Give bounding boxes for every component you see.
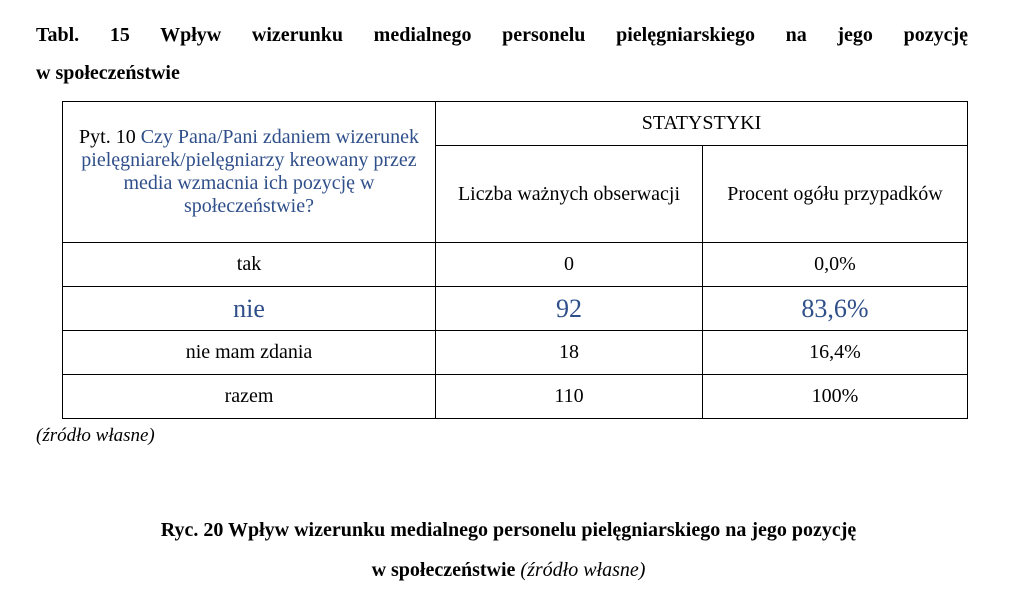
source-note: (źródło własne) <box>36 425 155 446</box>
row-percent: 0,0% <box>703 243 968 287</box>
question-cell <box>63 102 436 243</box>
row-count: 0 <box>436 243 703 287</box>
table-caption-line2: w społeczeństwie <box>36 62 180 84</box>
figure-caption-line1: Ryc. 20 Wpływ wizerunku medialnego personelu pielęgniarskiego na jego pozycję <box>160 519 857 541</box>
table-row <box>63 331 968 375</box>
question-text: Czy Pana/Pani zdaniem wizerunek pielęgniarek/pielęgniarzy kreowany przez media wzmacnia ich pozycję w społeczeństwie? <box>81 126 419 217</box>
row-count: 18 <box>436 331 703 375</box>
stats-header: STATYSTYKI <box>436 102 968 146</box>
col-percent-header: Procent ogółu przypadków <box>703 146 968 243</box>
row-percent: 16,4% <box>703 331 968 375</box>
table-row <box>63 243 968 287</box>
table-header-row <box>63 102 968 146</box>
row-count: 110 <box>436 375 703 419</box>
figure-caption-line2: w społeczeństwie <box>371 559 516 581</box>
col-observations-header: Liczba ważnych obserwacji <box>436 146 703 243</box>
row-label: nie mam zdania <box>63 331 436 375</box>
row-label: tak <box>63 243 436 287</box>
table-row-highlighted <box>63 287 968 331</box>
row-label: nie <box>63 287 436 331</box>
row-count: 92 <box>436 287 703 331</box>
statistics-table <box>62 101 968 419</box>
figure-caption <box>0 510 1017 590</box>
row-percent: 100% <box>703 375 968 419</box>
figure-caption-source: (źródło własne) <box>520 559 646 581</box>
table-row-total <box>63 375 968 419</box>
question-number: Pyt. 10 <box>79 126 136 148</box>
table-caption <box>36 16 968 92</box>
table-caption-line1: Tabl. 15 Wpływ wizerunku medialnego personelu pielęgniarskiego na jego pozycję <box>36 24 968 46</box>
row-percent: 83,6% <box>703 287 968 331</box>
figure-caption-line2-wrap <box>0 550 1017 590</box>
row-label: razem <box>63 375 436 419</box>
